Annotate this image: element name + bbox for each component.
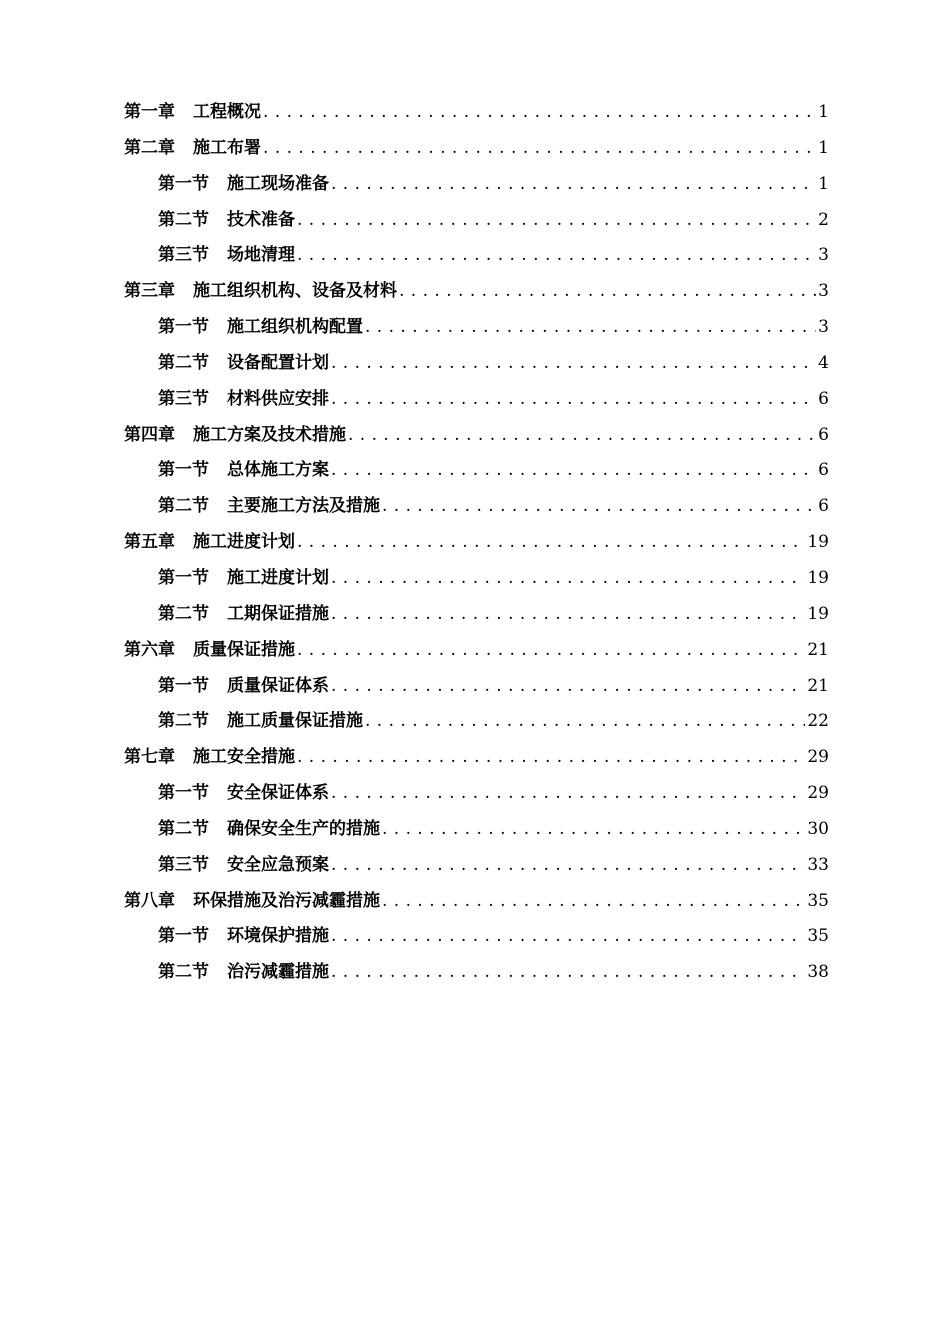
toc-entry-number: 第二节	[158, 209, 209, 230]
toc-entry-title: 施工方案及技术措施	[193, 424, 346, 445]
toc-entry-number: 第三节	[158, 388, 209, 409]
toc-entry-page: 2	[818, 209, 829, 230]
toc-entry-title: 施工安全措施	[193, 747, 295, 768]
toc-dot-leader	[331, 848, 805, 884]
toc-entry[interactable]	[0, 561, 950, 597]
toc-entry-number: 第一节	[158, 460, 209, 481]
toc-entry[interactable]	[0, 203, 950, 239]
toc-entry-number: 第一节	[158, 926, 209, 947]
toc-entry[interactable]	[0, 131, 950, 167]
toc-entry-title: 技术准备	[227, 209, 295, 230]
toc-entry[interactable]	[0, 812, 950, 848]
toc-entry-page: 21	[807, 675, 829, 696]
toc-dot-leader	[348, 418, 816, 454]
toc-dot-leader	[331, 453, 816, 489]
toc-dot-leader	[297, 740, 805, 776]
toc-entry-page: 3	[818, 281, 829, 302]
toc-entry-number: 第六章	[124, 639, 175, 660]
toc-entry-title: 环境保护措施	[227, 926, 329, 947]
toc-entry[interactable]	[0, 418, 950, 454]
toc-entry-number: 第二节	[158, 496, 209, 517]
toc-entry-page: 3	[818, 317, 829, 338]
toc-entry-page: 1	[818, 137, 829, 158]
toc-dot-leader	[331, 597, 805, 633]
toc-dot-leader	[297, 238, 816, 274]
toc-entry-number: 第二节	[158, 352, 209, 373]
toc-dot-leader	[331, 955, 805, 991]
toc-entry[interactable]	[0, 167, 950, 203]
toc-entry[interactable]	[0, 704, 950, 740]
toc-dot-leader	[331, 382, 816, 418]
toc-entry-title: 施工现场准备	[227, 173, 329, 194]
toc-entry-title: 工期保证措施	[227, 603, 329, 624]
toc-entry-page: 19	[807, 567, 829, 588]
toc-dot-leader	[365, 310, 816, 346]
toc-dot-leader	[263, 131, 816, 167]
toc-entry[interactable]	[0, 597, 950, 633]
toc-entry-title: 质量保证体系	[227, 675, 329, 696]
toc-entry-page: 29	[807, 783, 829, 804]
toc-entry[interactable]	[0, 740, 950, 776]
toc-entry-number: 第一章	[124, 102, 175, 122]
toc-entry-page: 3	[818, 245, 829, 266]
toc-entry-title: 质量保证措施	[193, 639, 295, 660]
toc-entry-title: 施工布署	[193, 137, 261, 158]
toc-entry-page: 33	[807, 854, 829, 875]
toc-entry-number: 第三章	[124, 281, 175, 302]
toc-entry-title: 施工进度计划	[227, 567, 329, 588]
toc-entry[interactable]	[0, 525, 950, 561]
toc-entry-page: 1	[818, 173, 829, 194]
toc-entry-page: 22	[807, 711, 829, 732]
toc-entry-title: 主要施工方法及措施	[227, 496, 380, 517]
toc-entry-page: 19	[807, 603, 829, 624]
toc-dot-leader	[297, 633, 805, 669]
table-of-contents	[0, 95, 950, 991]
toc-entry[interactable]	[0, 955, 950, 991]
toc-entry-title: 总体施工方案	[227, 460, 329, 481]
toc-entry[interactable]	[0, 489, 950, 525]
toc-dot-leader	[331, 561, 805, 597]
toc-entry-page: 6	[818, 424, 829, 445]
toc-entry-title: 安全保证体系	[227, 783, 329, 804]
toc-entry-title: 施工进度计划	[193, 532, 295, 553]
toc-entry-title: 确保安全生产的措施	[227, 818, 380, 839]
toc-entry-title: 设备配置计划	[227, 352, 329, 373]
toc-dot-leader	[331, 919, 805, 955]
toc-dot-leader	[297, 525, 805, 561]
toc-dot-leader	[382, 489, 816, 525]
toc-entry[interactable]	[0, 274, 950, 310]
toc-entry-page: 19	[807, 532, 829, 553]
toc-entry-number: 第二节	[158, 962, 209, 983]
toc-entry-number: 第七章	[124, 747, 175, 768]
toc-entry-number: 第三节	[158, 854, 209, 875]
toc-entry-number: 第二节	[158, 818, 209, 839]
toc-entry-page: 1	[818, 102, 829, 122]
toc-entry-page: 38	[807, 962, 829, 983]
toc-entry-page: 21	[807, 639, 829, 660]
toc-dot-leader	[331, 669, 805, 705]
toc-entry-page: 35	[807, 890, 829, 911]
toc-entry-title: 安全应急预案	[227, 854, 329, 875]
toc-dot-leader	[365, 704, 805, 740]
toc-entry-number: 第一节	[158, 783, 209, 804]
toc-entry-page: 35	[807, 926, 829, 947]
toc-entry-title: 施工组织机构、设备及材料	[193, 281, 397, 302]
toc-entry-number: 第一节	[158, 173, 209, 194]
toc-entry-title: 治污减霾措施	[227, 962, 329, 983]
toc-entry[interactable]	[0, 669, 950, 705]
toc-entry-number: 第一节	[158, 567, 209, 588]
toc-dot-leader	[263, 95, 816, 131]
toc-entry[interactable]	[0, 238, 950, 274]
toc-entry-page: 6	[818, 388, 829, 409]
toc-dot-leader	[297, 203, 816, 239]
toc-entry[interactable]	[0, 310, 950, 346]
toc-entry-title: 材料供应安排	[227, 388, 329, 409]
toc-entry[interactable]	[0, 633, 950, 669]
toc-dot-leader	[331, 167, 816, 203]
toc-entry-title: 场地清理	[227, 245, 295, 266]
toc-entry-title: 施工质量保证措施	[227, 711, 363, 732]
toc-entry-page: 6	[818, 496, 829, 517]
toc-entry[interactable]	[0, 95, 950, 131]
toc-entry-number: 第三节	[158, 245, 209, 266]
toc-entry-number: 第二章	[124, 137, 175, 158]
toc-entry[interactable]	[0, 848, 950, 884]
toc-entry-number: 第四章	[124, 424, 175, 445]
toc-dot-leader	[331, 346, 816, 382]
toc-entry-number: 第五章	[124, 532, 175, 553]
toc-entry[interactable]	[0, 776, 950, 812]
toc-dot-leader	[399, 274, 816, 310]
toc-entry[interactable]	[0, 346, 950, 382]
toc-entry-number: 第二节	[158, 711, 209, 732]
toc-entry-page: 30	[807, 818, 829, 839]
toc-entry-page: 29	[807, 747, 829, 768]
toc-entry[interactable]	[0, 919, 950, 955]
toc-entry-number: 第一节	[158, 317, 209, 338]
toc-entry-number: 第一节	[158, 675, 209, 696]
toc-entry[interactable]	[0, 453, 950, 489]
toc-entry-page: 4	[818, 352, 829, 373]
toc-entry-title: 工程概况	[193, 102, 261, 122]
toc-entry-title: 施工组织机构配置	[227, 317, 363, 338]
toc-entry[interactable]	[0, 884, 950, 920]
toc-entry-number: 第二节	[158, 603, 209, 624]
toc-dot-leader	[382, 812, 805, 848]
toc-entry-number: 第八章	[124, 890, 175, 911]
toc-entry-title: 环保措施及治污减霾措施	[193, 890, 380, 911]
toc-dot-leader	[382, 884, 805, 920]
toc-entry-page: 6	[818, 460, 829, 481]
toc-entry[interactable]	[0, 382, 950, 418]
toc-dot-leader	[331, 776, 805, 812]
